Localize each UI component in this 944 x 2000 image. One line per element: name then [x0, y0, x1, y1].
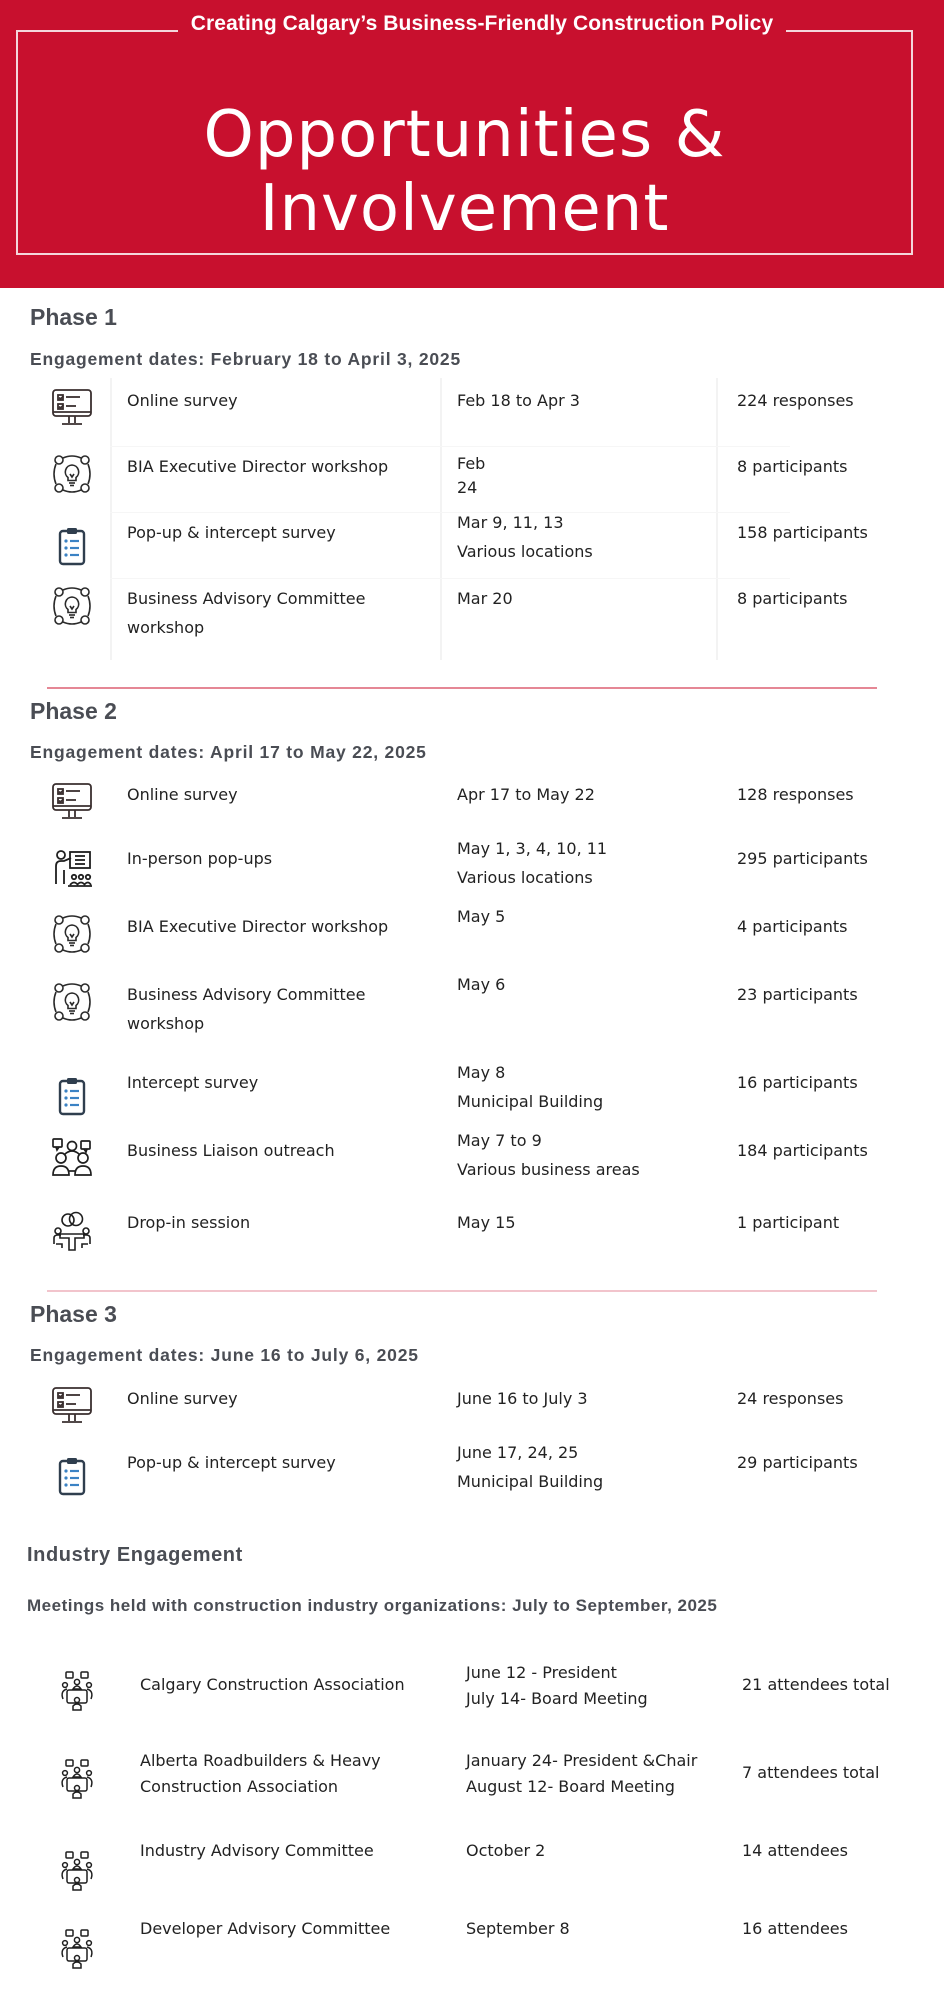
attendee-count: 14 attendees	[742, 1841, 848, 1860]
date-line: June 17, 24, 25	[457, 1443, 579, 1462]
organization-name: Calgary Construction Association	[140, 1675, 405, 1694]
meeting-dates	[466, 1660, 736, 1712]
date-line: Feb	[457, 454, 486, 473]
participation-count: 184 participants	[737, 1141, 868, 1160]
group-meeting-icon	[57, 1850, 101, 1894]
date-line: Various business areas	[457, 1160, 640, 1179]
conversation-icon	[50, 1136, 94, 1180]
clipboard-icon	[50, 1074, 94, 1118]
activity-date	[457, 508, 717, 566]
participation-count: 8 participants	[737, 589, 848, 608]
page-title: Opportunities & Involvement	[203, 98, 726, 246]
workshop-lightbulb-icon	[50, 452, 94, 496]
activity-date	[457, 1384, 717, 1413]
date-line: October 2	[466, 1841, 546, 1860]
date-line: Municipal Building	[457, 1472, 604, 1491]
date-line: Various locations	[457, 542, 593, 561]
workshop-lightbulb-icon	[50, 584, 94, 628]
date-line: Mar 20	[457, 589, 513, 608]
meeting-dates	[466, 1748, 736, 1800]
attendee-count: 16 attendees	[742, 1919, 848, 1938]
participation-count: 1 participant	[737, 1213, 840, 1232]
date-line: May 15	[457, 1213, 516, 1232]
banner-frame-line-left	[16, 30, 178, 32]
date-line: January 24- President &Chair	[466, 1751, 698, 1770]
phase-3-heading: Phase 3	[30, 1301, 117, 1327]
activity-date	[457, 1126, 717, 1184]
activity-date	[457, 1058, 717, 1116]
date-line: May 8	[457, 1063, 506, 1082]
activity-name: Business Advisory Committee workshop	[127, 589, 366, 637]
workshop-lightbulb-icon	[50, 912, 94, 956]
attendee-count: 21 attendees total	[742, 1675, 890, 1694]
activity-name: Intercept survey	[127, 1073, 259, 1092]
meeting-table-icon	[50, 1208, 94, 1252]
date-line: July 14- Board Meeting	[466, 1689, 648, 1708]
date-line: 24	[457, 478, 478, 497]
date-line: June 16 to July 3	[457, 1389, 588, 1408]
date-line: May 7 to 9	[457, 1131, 542, 1150]
activity-date	[457, 780, 717, 809]
date-line: Apr 17 to May 22	[457, 785, 595, 804]
date-line: August 12- Board Meeting	[466, 1777, 675, 1796]
attendee-count: 7 attendees total	[742, 1763, 880, 1782]
activity-name: Pop-up & intercept survey	[127, 523, 336, 542]
group-meeting-icon	[57, 1670, 101, 1714]
activity-date	[457, 902, 717, 931]
activity-name: Online survey	[127, 785, 238, 804]
activity-name: Business Liaison outreach	[127, 1141, 335, 1160]
activity-name: Online survey	[127, 1389, 238, 1408]
workshop-lightbulb-icon	[50, 980, 94, 1024]
date-line: Mar 9, 11, 13	[457, 513, 564, 532]
meeting-dates	[466, 1838, 736, 1864]
clipboard-icon	[50, 1454, 94, 1498]
activity-name: BIA Executive Director workshop	[127, 457, 389, 476]
activity-date	[457, 386, 717, 415]
participation-count: 8 participants	[737, 457, 848, 476]
participation-count: 4 participants	[737, 917, 848, 936]
participation-count: 29 participants	[737, 1453, 858, 1472]
clipboard-icon	[50, 524, 94, 568]
participation-count: 158 participants	[737, 523, 868, 542]
date-line: Various locations	[457, 868, 593, 887]
banner-subtitle: Creating Calgary’s Business-Friendly Construction Policy	[190, 12, 774, 35]
organization-name: Industry Advisory Committee	[140, 1841, 374, 1860]
header-banner	[0, 0, 944, 288]
activity-name: Drop-in session	[127, 1213, 251, 1232]
date-line: September 8	[466, 1919, 570, 1938]
group-meeting-icon	[57, 1928, 101, 1972]
online-survey-icon	[50, 780, 94, 824]
meeting-dates	[466, 1916, 736, 1942]
phase-1-dates: Engagement dates: February 18 to April 3, 2025	[30, 349, 462, 369]
participation-count: 16 participants	[737, 1073, 858, 1092]
activity-name: Online survey	[127, 391, 238, 410]
activity-date	[457, 452, 717, 500]
participation-count: 24 responses	[737, 1389, 844, 1408]
activity-name: BIA Executive Director workshop	[127, 917, 389, 936]
date-line: Municipal Building	[457, 1092, 604, 1111]
activity-name: Pop-up & intercept survey	[127, 1453, 336, 1472]
activity-name: Business Advisory Committee workshop	[127, 985, 366, 1033]
phase-divider	[47, 687, 877, 689]
phase-2-dates: Engagement dates: April 17 to May 22, 2025	[30, 742, 427, 762]
phase-1-heading: Phase 1	[30, 304, 117, 330]
industry-subheading: Meetings held with construction industry organizations: July to September, 2025	[27, 1596, 718, 1615]
activity-date	[457, 970, 717, 999]
banner-frame-line-right	[786, 30, 913, 32]
online-survey-icon	[50, 386, 94, 430]
organization-name: Developer Advisory Committee	[140, 1919, 391, 1938]
table-row-separator	[110, 446, 790, 447]
participation-count: 128 responses	[737, 785, 854, 804]
group-meeting-icon	[57, 1758, 101, 1802]
participation-count: 23 participants	[737, 985, 858, 1004]
activity-name: In-person pop-ups	[127, 849, 273, 868]
date-line: May 1, 3, 4, 10, 11	[457, 839, 608, 858]
phase-3-dates: Engagement dates: June 16 to July 6, 2025	[30, 1345, 419, 1365]
activity-date	[457, 834, 717, 892]
phase-divider	[47, 1290, 877, 1292]
date-line: June 12 - President	[466, 1663, 617, 1682]
participation-count: 295 participants	[737, 849, 868, 868]
online-survey-icon	[50, 1384, 94, 1428]
organization-name: Alberta Roadbuilders & Heavy Construction Association	[140, 1751, 381, 1796]
phase-2-heading: Phase 2	[30, 698, 117, 724]
industry-heading: Industry Engagement	[27, 1544, 243, 1566]
activity-date	[457, 1438, 717, 1496]
table-row-separator	[110, 578, 790, 579]
activity-date	[457, 584, 717, 613]
activity-date	[457, 1208, 717, 1237]
presenter-icon	[50, 846, 94, 890]
date-line: May 6	[457, 975, 506, 994]
date-line: Feb 18 to Apr 3	[457, 391, 580, 410]
participation-count: 224 responses	[737, 391, 854, 410]
date-line: May 5	[457, 907, 506, 926]
table-column-border	[110, 378, 112, 660]
